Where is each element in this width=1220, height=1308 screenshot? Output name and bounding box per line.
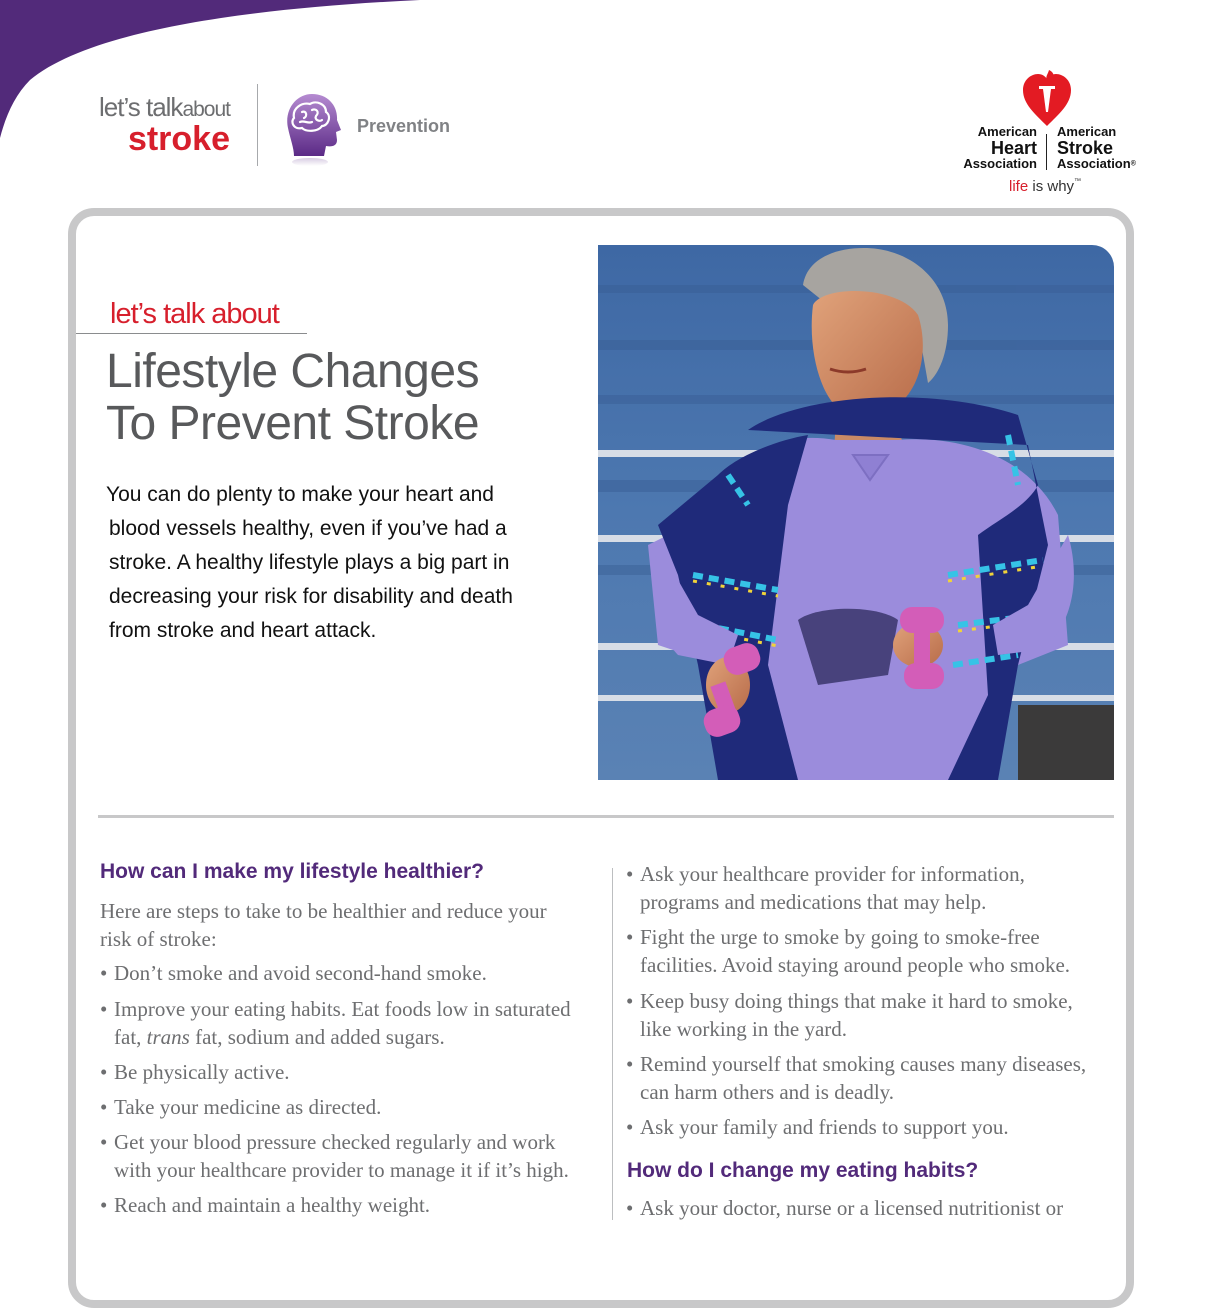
bullet-icon: • xyxy=(100,1060,108,1084)
text-run: fat, sodium and added sugars. xyxy=(189,1025,445,1049)
intro-line: You can do plenty to make your heart and xyxy=(106,483,494,506)
intro-line: from stroke and heart attack. xyxy=(109,619,377,642)
section-intro xyxy=(100,897,600,953)
list-item-text: with your healthcare provider to manage it if it’s high. xyxy=(114,1158,569,1182)
kicker-rule xyxy=(76,333,307,334)
italic-text-run: trans xyxy=(146,1025,190,1049)
bullet-icon: • xyxy=(626,925,634,949)
tagline xyxy=(1009,178,1081,195)
title-line-2: To Prevent Stroke xyxy=(106,397,480,450)
list-item xyxy=(626,923,1070,979)
brain-head-icon xyxy=(280,90,342,170)
list-item xyxy=(100,1128,569,1184)
series-label: Prevention xyxy=(357,116,451,136)
bullet-icon: • xyxy=(100,1193,108,1217)
list-item-text: Keep busy doing things that make it hard to smoke, xyxy=(640,989,1073,1013)
aha-logo-divider xyxy=(1046,134,1047,170)
heart-torch-icon xyxy=(1021,68,1073,128)
brand-about: about xyxy=(182,98,230,121)
list-item-text: Get your blood pressure checked regularly and work xyxy=(114,1130,556,1154)
list-item-text: Improve your eating habits. Eat foods low in saturated xyxy=(114,997,571,1021)
asa-stroke-name xyxy=(1057,124,1136,173)
section-intro-line: Here are steps to take to be healthier and reduce your xyxy=(100,899,547,923)
aha-right-line3: Association xyxy=(1057,156,1131,171)
aha-heart-name xyxy=(963,124,1037,172)
intro-line: decreasing your risk for disability and death xyxy=(109,585,513,608)
lets-talk-about-stroke-logo xyxy=(70,92,230,158)
aha-left-line2: Heart xyxy=(990,138,1037,158)
title-line-1: Lifestyle Changes xyxy=(106,345,480,398)
list-item-text: facilities. Avoid staying around people who smoke. xyxy=(640,953,1071,977)
list-item-text xyxy=(114,1023,571,1051)
registered-mark: ® xyxy=(1130,160,1136,168)
list-item-text: Ask your healthcare provider for information, xyxy=(640,862,1025,886)
aha-right-line1: American xyxy=(1057,124,1117,139)
list-item xyxy=(626,1113,1009,1141)
bullet-icon: • xyxy=(626,1196,634,1220)
aha-right-line2: Stroke xyxy=(1057,138,1114,158)
list-item-text: like working in the yard. xyxy=(640,1017,848,1041)
text-run: fat, xyxy=(114,1025,147,1049)
intro-line: blood vessels healthy, even if you’ve had a xyxy=(109,517,507,540)
tagline-rest: is why xyxy=(1028,178,1075,195)
list-item-text: Reach and maintain a healthy weight. xyxy=(114,1193,431,1217)
intro-line: stroke. A healthy lifestyle plays a big part in xyxy=(109,551,510,574)
brand-lets-talk: let’s talk xyxy=(98,92,183,122)
trademark-mark: ™ xyxy=(1074,178,1082,185)
kicker: let’s talk about xyxy=(110,298,279,330)
list-item xyxy=(100,995,571,1051)
list-item-text: Ask your family and friends to support you. xyxy=(640,1115,1009,1139)
list-item-text: Be physically active. xyxy=(114,1060,290,1084)
section-heading-lifestyle: How can I make my lifestyle healthier? xyxy=(100,860,484,883)
list-item-text: Ask your doctor, nurse or a licensed nutritionist or xyxy=(640,1196,1064,1220)
list-item xyxy=(626,1050,1086,1106)
list-item xyxy=(100,959,487,987)
hero-photo-woman-exercising xyxy=(598,245,1114,780)
bullet-icon: • xyxy=(100,997,108,1021)
tagline-life: life xyxy=(1009,178,1029,195)
list-item-text: Don’t smoke and avoid second-hand smoke. xyxy=(114,961,487,985)
list-item-text: programs and medications that may help. xyxy=(640,890,987,914)
list-item-text: Fight the urge to smoke by going to smoke-free xyxy=(640,925,1040,949)
bullet-icon: • xyxy=(626,989,634,1013)
brand-stroke: stroke xyxy=(127,120,230,158)
header-divider xyxy=(257,84,258,166)
aha-left-line3: Association xyxy=(963,156,1037,171)
bullet-icon: • xyxy=(626,1115,634,1139)
column-divider xyxy=(612,868,613,1220)
section-divider xyxy=(98,815,1114,818)
bullet-icon: • xyxy=(626,1052,634,1076)
list-item-text: Remind yourself that smoking causes many diseases, xyxy=(640,1052,1087,1076)
aha-asa-logo xyxy=(945,68,1155,200)
bullet-icon: • xyxy=(100,961,108,985)
bullet-icon: • xyxy=(100,1130,108,1154)
list-item xyxy=(626,1194,1063,1222)
bullet-icon: • xyxy=(100,1095,108,1119)
intro-paragraph xyxy=(106,478,576,648)
list-item xyxy=(626,987,1073,1043)
list-item xyxy=(626,860,1025,916)
section-intro-line: risk of stroke: xyxy=(100,927,217,951)
list-item xyxy=(100,1093,381,1121)
list-item-text: Take your medicine as directed. xyxy=(114,1095,382,1119)
section-heading-eating-habits: How do I change my eating habits? xyxy=(627,1159,979,1182)
list-item xyxy=(100,1191,430,1219)
list-item xyxy=(100,1058,290,1086)
list-item-text: can harm others and is deadly. xyxy=(640,1080,895,1104)
bullet-icon: • xyxy=(626,862,634,886)
aha-left-line1: American xyxy=(977,124,1037,139)
page-title xyxy=(106,346,479,450)
